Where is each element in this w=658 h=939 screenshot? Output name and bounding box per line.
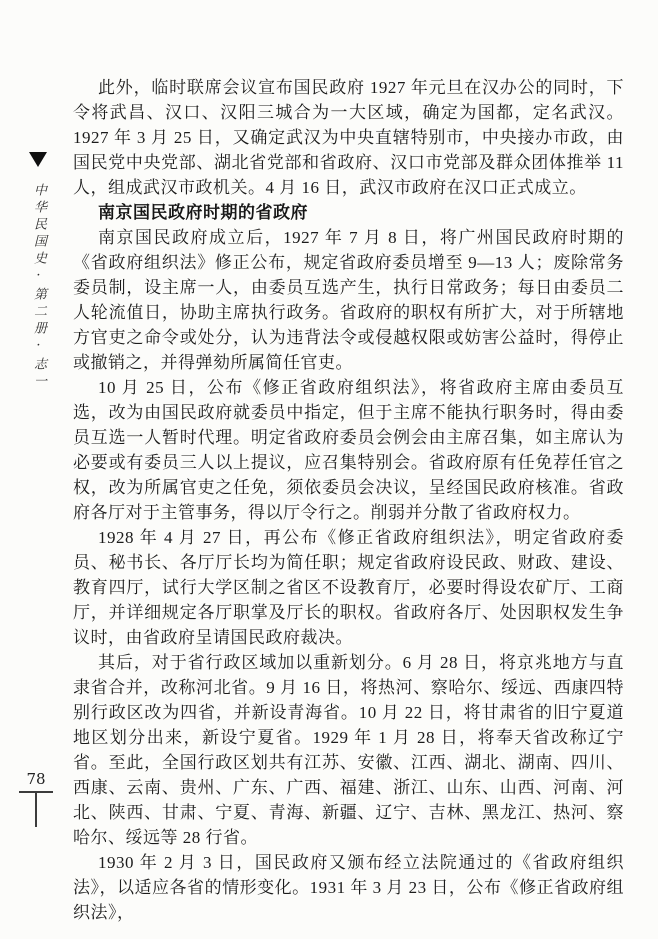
- page-number-block: [19, 770, 53, 827]
- paragraph: 南京国民政府成立后，1927 年 7 月 8 日，将广州国民政府时期的《省政府组织法》修正公布，规定省政府委员增至 9—13 人；废除常务委员制，设主席一人，由委员互选产生，执行日常政务；每日由委员二人轮流值日，协助主席执行政务。省政府的职权有所扩大，对于所辖地方官吏之命令或处分，认为违背法令或侵越权限或妨害公益时，得停止或撤销之，并得弹劾所属简任官吏。: [73, 228, 624, 372]
- down-triangle-icon: [29, 152, 47, 167]
- page-content: [73, 75, 624, 925]
- paragraph: 10 月 25 日，公布《修正省政府组织法》，将省政府主席由委员互选，改为由国民政府就委员中指定，但于主席不能执行职务时，得由委员互选一人暂时代理。明定省政府委员会例会由主席召集，如主席认为必要或有委员三人以上提议，应召集特别会。省政府原有任免荐任官之权，改为所属官吏之任免，须依委员会决议，呈经国民政府核准。省政府各厅对于主管事务，得以厅令行之。削弱并分散了省政府权力。: [73, 378, 624, 522]
- spine-title: 中华民国史·第二册·志一: [31, 183, 46, 391]
- section-heading: 南京国民政府时期的省政府: [98, 203, 308, 222]
- paragraph: 其后，对于省行政区域加以重新划分。6 月 28 日，将京兆地方与直隶省合并，改称河北省。9 月 16 日，将热河、察哈尔、绥远、西康四特别行政区改为四省，并新设青海省。10 月 22 日，将甘肃省的旧宁夏道地区划分出来，新设宁夏省。1929 年 1 月 28 日，将奉天省改称辽宁省。至此，全国行政区划共有江苏、安徽、江西、湖北、湖南、四川、西康、云南、贵州、广东、广西、福建、浙江、山东、山西、河南、河北、陕西、甘肃、宁夏、青海、新疆、辽宁、吉林、黑龙江、热河、察哈尔、绥远等 28 行省。: [73, 653, 624, 847]
- paragraph: 1930 年 2 月 3 日，国民政府又颁布经立法院通过的《省政府组织法》，以适应各省的情形变化。1931 年 3 月 23 日，公布《修正省政府组织法》，: [73, 853, 624, 922]
- paragraph: 1928 年 4 月 27 日，再公布《修正省政府组织法》，明定省政府委员、秘书长、各厅厅长均为简任职；规定省政府设民政、财政、建设、教育四厅，试行大学区制之省区不设教育厅，必要时得设农矿厅、工商厅，并详细规定各厅职掌及厅长的职权。省政府各厅、处因职权发生争议时，由省政府呈请国民政府裁决。: [73, 528, 624, 647]
- paragraph: 此外，临时联席会议宣布国民政府 1927 年元旦在汉办公的同时，下令将武昌、汉口、汉阳三城合为一大区域，确定为国都，定名武汉。1927 年 3 月 25 日，又确定武汉为中央直辖特别市，中央接办市政，由国民党中央党部、湖北省党部和省政府、汉口市党部及群众团体推举 11 人，组成武汉市政机关。4 月 16 日，武汉市政府在汉口正式成立。: [73, 78, 624, 197]
- page-number: 78: [26, 770, 46, 788]
- page-number-tick: [35, 793, 37, 827]
